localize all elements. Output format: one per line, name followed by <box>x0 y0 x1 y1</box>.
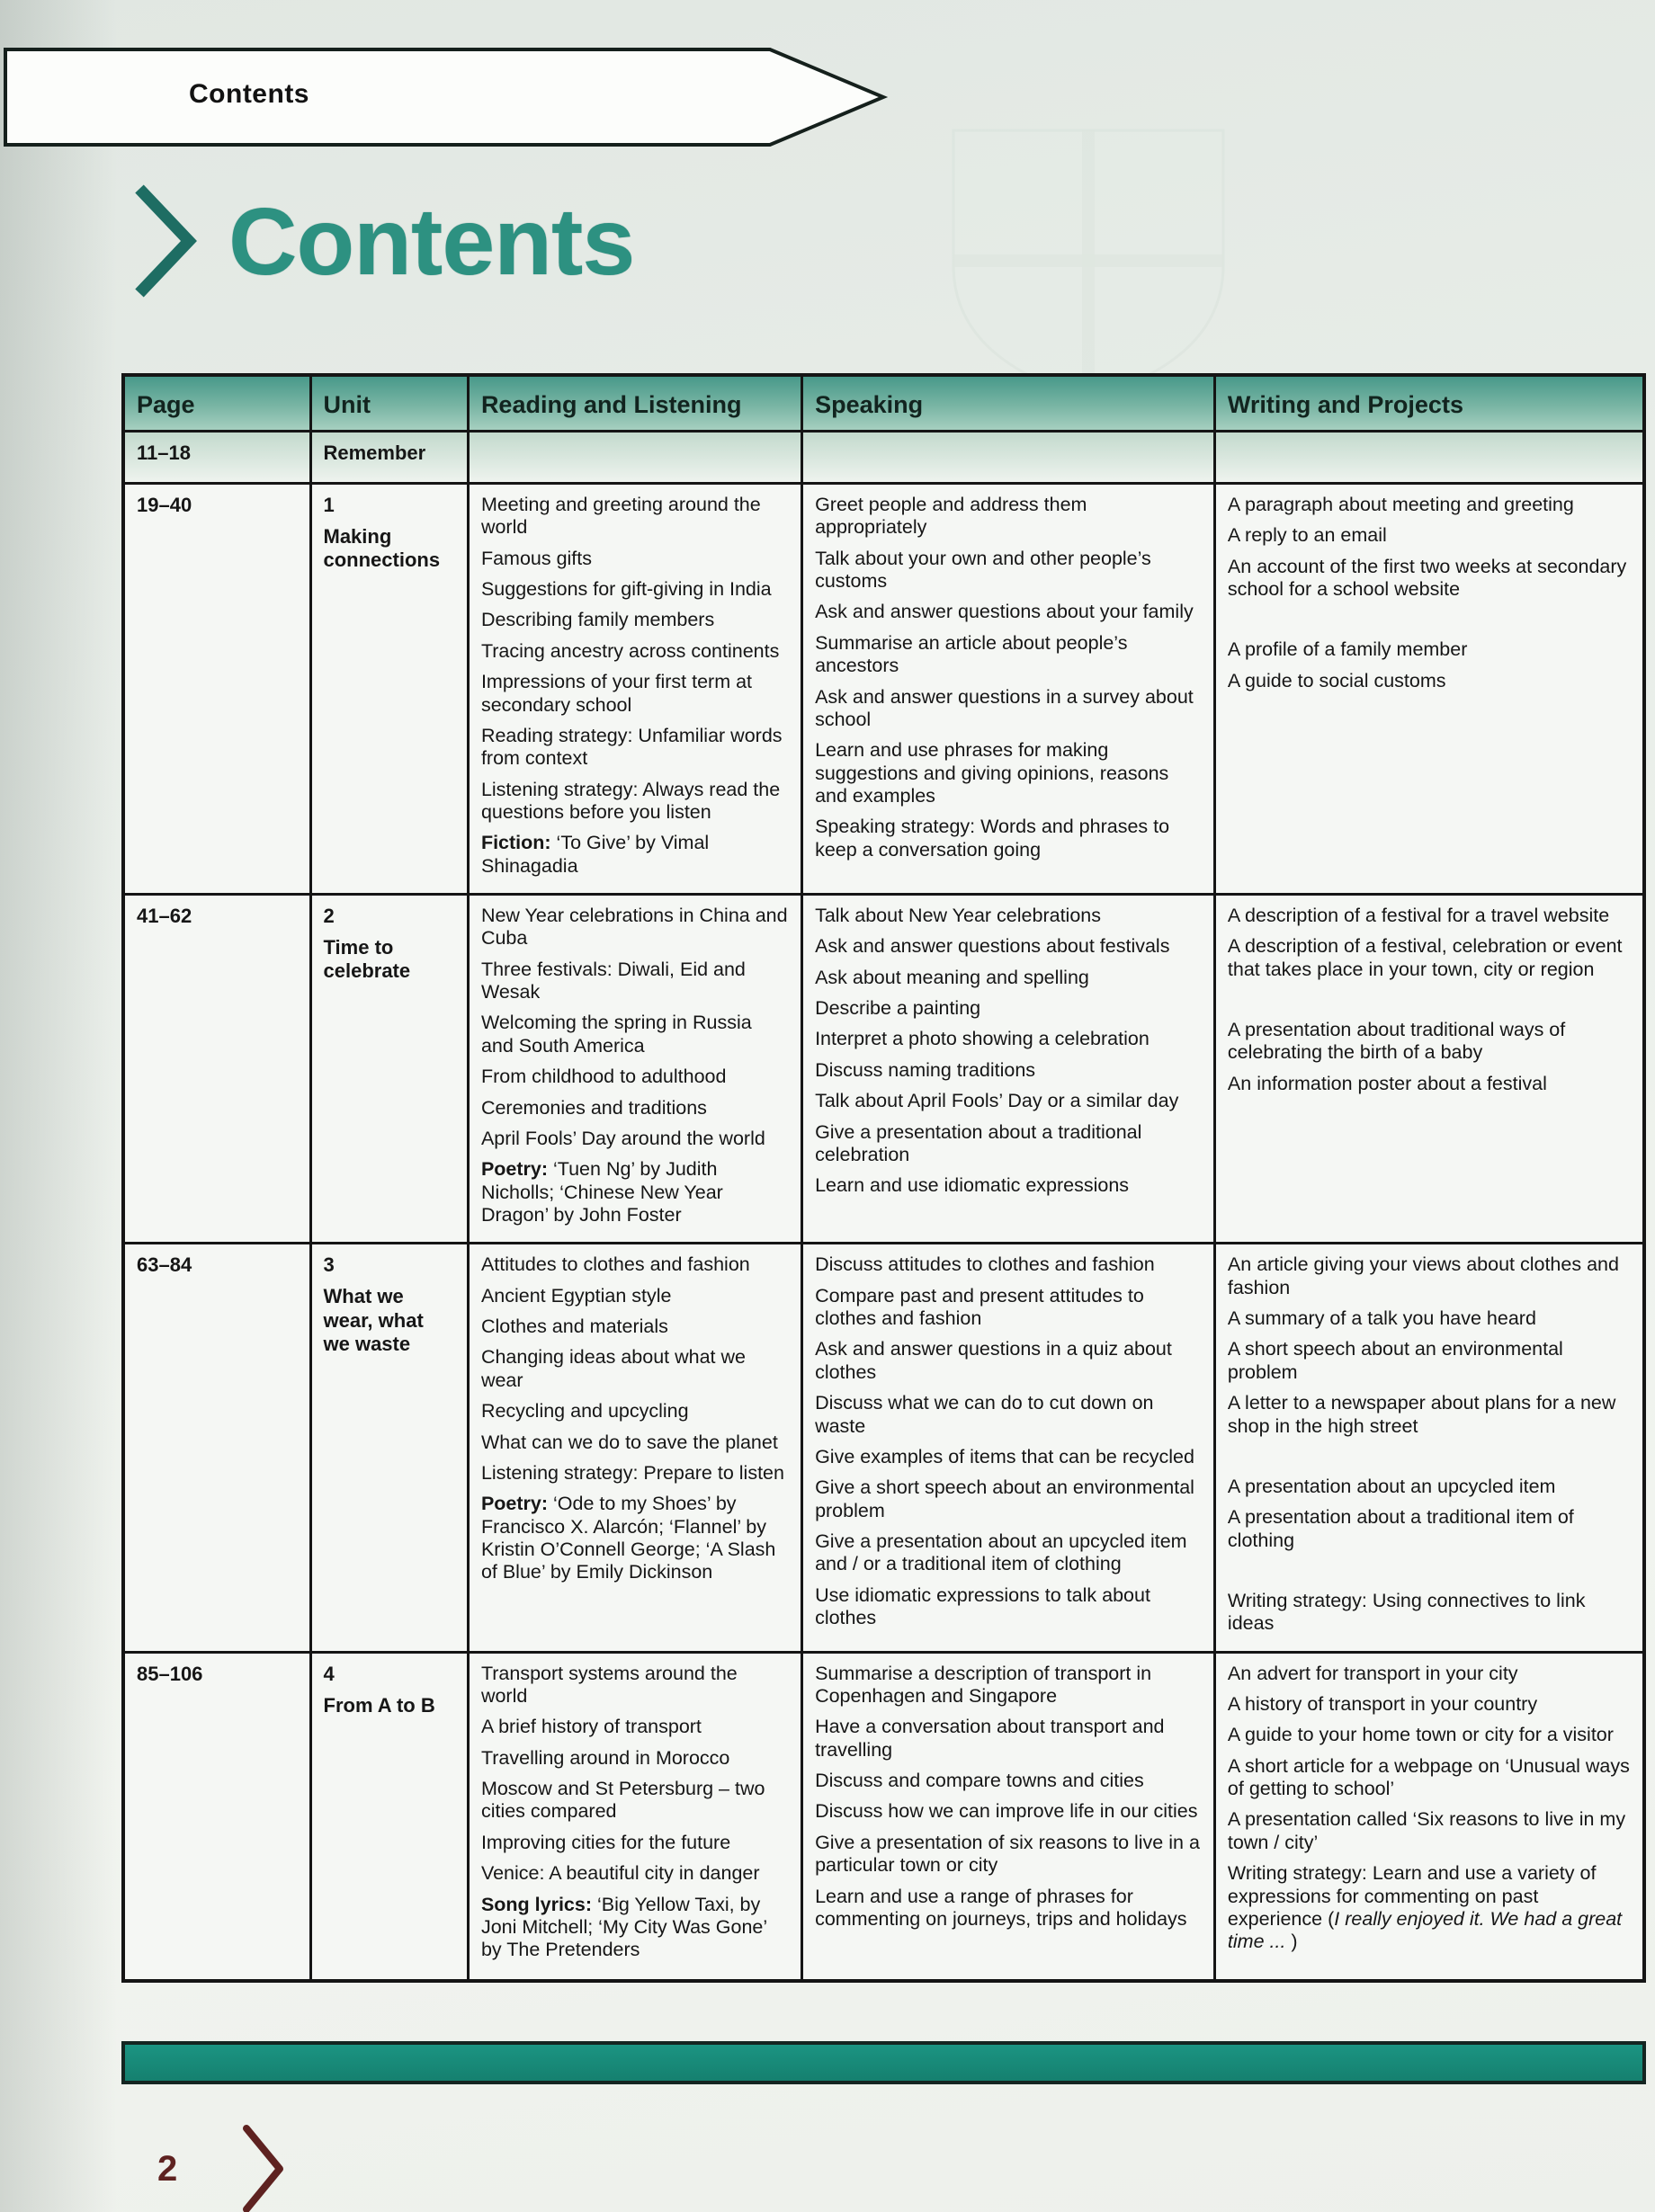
toc-item <box>1228 1476 1631 1498</box>
item-text: A presentation about an upcycled item <box>1227 1475 1556 1497</box>
toc-item: Ask and answer questions in a quiz about clothes <box>815 1338 1172 1383</box>
item-text: Writing strategy: Learn and use a variety of expressions for commenting on past experience ( <box>1227 1862 1597 1930</box>
unit-cell-row0 <box>312 433 470 485</box>
toc-item: Meeting and greeting around the world <box>480 494 761 539</box>
speaking-cell-row0 <box>803 433 1216 485</box>
toc-item: Listening strategy: Prepare to listen <box>480 1461 784 1484</box>
toc-item: Interpret a photo showing a celebration <box>815 1028 1150 1050</box>
unit-cell-row1 <box>312 485 470 896</box>
toc-item: An advert for transport in your city <box>1227 1662 1518 1684</box>
toc-item: Learn and use idiomatic expressions <box>815 1174 1130 1197</box>
toc-item: A short article for a webpage on ‘Unusual ways of getting to school’ <box>1227 1754 1630 1800</box>
toc-item: Travelling around in Morocco <box>480 1746 730 1769</box>
toc-item <box>1228 1862 1631 1953</box>
toc-item: Speaking strategy: Words and phrases to keep a conversation going <box>815 816 1170 861</box>
unit-cell-row2 <box>312 896 470 1244</box>
page-footer <box>157 2124 287 2212</box>
item-bold-lead: Fiction: <box>480 832 551 854</box>
crest-watermark <box>895 117 1282 414</box>
toc-item: Tracing ancestry across continents <box>480 639 780 662</box>
toc-item: Discuss what we can do to cut down on waste <box>815 1392 1154 1437</box>
unit-number: 3 <box>323 1253 335 1277</box>
toc-item: Ask and answer questions in a survey about school <box>815 685 1194 730</box>
pages-range: 11–18 <box>137 442 191 464</box>
toc-item <box>1228 638 1631 661</box>
toc-item: Have a conversation about transport and travelling <box>815 1716 1165 1761</box>
banner-title: Contents <box>189 79 309 109</box>
toc-item: Learn and use phrases for making suggestions and giving opinions, reasons and examples <box>815 739 1169 807</box>
pages-cell-row1 <box>125 485 312 896</box>
unit-cell-row3 <box>312 1244 470 1653</box>
toc-item: Give a presentation of six reasons to live in a particular town or city <box>815 1831 1200 1877</box>
toc-item: A short speech about an environmental problem <box>1227 1338 1563 1383</box>
item-bold-lead: Song lyrics: <box>480 1893 592 1915</box>
header-cell-0 <box>125 377 312 433</box>
toc-item: A summary of a talk you have heard <box>1227 1307 1536 1330</box>
toc-item: Compare past and present attitudes to clothes and fashion <box>815 1284 1144 1330</box>
toc-item: From childhood to adulthood <box>480 1066 727 1088</box>
title-chevron-icon <box>135 184 198 299</box>
item-text: ‘Big Yellow Taxi, by Joni Mitchell; ‘My City Was Gone’ by The Pretenders <box>480 1893 767 1961</box>
toc-item: Give a presentation about a traditional celebration <box>815 1120 1142 1165</box>
toc-item: Improving cities for the future <box>480 1831 731 1853</box>
toc-item: Ask about meaning and spelling <box>815 966 1089 988</box>
toc-item <box>1228 1019 1631 1065</box>
toc-item: A presentation about a traditional item of clothing <box>1227 1506 1574 1551</box>
toc-item: Summarise a description of transport in Copenhagen and Singapore <box>815 1662 1152 1708</box>
toc-item: A history of transport in your country <box>1227 1693 1538 1716</box>
header-label: Reading and Listening <box>480 391 742 418</box>
toc-item: Ask and answer questions about your family <box>815 601 1194 623</box>
writing-cell-row3 <box>1216 1244 1642 1653</box>
toc-item: A paragraph about meeting and greeting <box>1227 494 1574 515</box>
toc-item <box>481 832 789 878</box>
toc-item: New Year celebrations in China and Cuba <box>480 905 788 950</box>
toc-item: A guide to your home town or city for a visitor <box>1227 1724 1614 1746</box>
reading-cell-row4 <box>470 1654 803 1979</box>
toc-item: Greet people and address them appropriately <box>815 494 1087 539</box>
toc-item: Discuss how we can improve life in our cities <box>815 1800 1198 1823</box>
header-cell-3 <box>803 377 1216 433</box>
toc-item: Talk about April Fools’ Day or a similar day <box>815 1090 1179 1112</box>
toc-item: A guide to social customs <box>1227 669 1446 691</box>
toc-item: Discuss attitudes to clothes and fashion <box>815 1253 1155 1276</box>
item-italic-text: I really enjoyed it. We had a great time ... <box>1227 1907 1623 1953</box>
toc-item: An article giving your views about clothes and fashion <box>1227 1253 1619 1298</box>
pages-cell-row4 <box>125 1654 312 1979</box>
unit-name: What we wear, what we waste <box>323 1285 424 1356</box>
toc-item: A description of a festival, celebration or event that takes place in your town, city or region <box>1227 935 1623 980</box>
contents-table <box>121 373 1646 1983</box>
pages-cell-row0 <box>125 433 312 485</box>
toc-item: Give a short speech about an environmental problem <box>815 1476 1194 1521</box>
toc-item: Use idiomatic expressions to talk about clothes <box>815 1583 1150 1629</box>
speaking-cell-row3 <box>803 1244 1216 1653</box>
toc-item: Ceremonies and traditions <box>480 1096 707 1119</box>
header-label: Unit <box>323 391 371 418</box>
item-text: A presentation about traditional ways of celebrating the birth of a baby <box>1227 1019 1566 1064</box>
unit-name: From A to B <box>323 1693 435 1717</box>
writing-cell-row2 <box>1216 896 1642 1244</box>
writing-cell-row0 <box>1216 433 1642 485</box>
toc-item: Transport systems around the world <box>480 1662 738 1708</box>
item-bold-lead: Poetry: <box>480 1493 549 1515</box>
item-text: ) <box>1291 1931 1298 1953</box>
header-label: Page <box>137 391 195 418</box>
toc-item: Three festivals: Diwali, Eid and Wesak <box>480 958 746 1003</box>
item-text: ‘To Give’ by Vimal Shinagadia <box>480 832 710 877</box>
toc-item: Learn and use a range of phrases for commenting on journeys, trips and holidays <box>815 1885 1187 1930</box>
item-text: A profile of a family member <box>1227 638 1468 661</box>
unit-number: 2 <box>323 905 335 928</box>
toc-item: Suggestions for gift-giving in India <box>480 578 772 601</box>
toc-item: Reading strategy: Unfamiliar words from context <box>480 724 783 770</box>
unit-name: Time to celebrate <box>323 936 411 983</box>
item-text: ‘Ode to my Shoes’ by Francisco X. Alarcón; ‘Flannel’ by Kristin O’Connell George; ‘A Slash of Blue’ by Emily Dickinson <box>480 1493 776 1583</box>
toc-item: Talk about New Year celebrations <box>815 905 1101 927</box>
page-title-row <box>135 184 634 299</box>
toc-item <box>481 1493 789 1583</box>
reading-cell-row1 <box>470 485 803 896</box>
toc-item: Changing ideas about what we wear <box>480 1346 746 1391</box>
toc-item: Summarise an article about people’s ancestors <box>815 631 1128 677</box>
toc-item: Venice: A beautiful city in danger <box>480 1862 760 1885</box>
reading-cell-row3 <box>470 1244 803 1653</box>
item-text: Writing strategy: Using connectives to link ideas <box>1227 1589 1586 1635</box>
toc-item <box>1228 1590 1631 1636</box>
speaking-cell-row2 <box>803 896 1216 1244</box>
reading-cell-row2 <box>470 896 803 1244</box>
toc-item: What can we do to save the planet <box>480 1431 778 1453</box>
toc-item: Recycling and upcycling <box>480 1400 689 1423</box>
toc-item: Ancient Egyptian style <box>480 1284 672 1307</box>
bottom-accent-bar <box>121 2041 1646 2084</box>
toc-item: Give a presentation about an upcycled item and / or a traditional item of clothing <box>815 1530 1187 1575</box>
speaking-cell-row4 <box>803 1654 1216 1979</box>
toc-item: Impressions of your first term at secondary school <box>480 671 753 716</box>
toc-item: Discuss naming traditions <box>815 1058 1036 1081</box>
toc-item: Talk about your own and other people’s customs <box>815 547 1151 593</box>
pages-cell-row3 <box>125 1244 312 1653</box>
speaking-cell-row1 <box>803 485 1216 896</box>
pages-range: 63–84 <box>137 1253 192 1277</box>
writing-cell-row4 <box>1216 1654 1642 1979</box>
page-header-banner <box>4 47 890 147</box>
page-title: Contents <box>228 189 635 295</box>
unit-name: Remember <box>323 442 426 464</box>
toc-item: Give examples of items that can be recycled <box>815 1445 1194 1467</box>
header-cell-4 <box>1216 377 1642 433</box>
toc-item: A presentation called ‘Six reasons to live in my town / city’ <box>1227 1808 1626 1853</box>
unit-number: 1 <box>323 494 335 516</box>
toc-item: Discuss and compare towns and cities <box>815 1770 1144 1792</box>
toc-item: Famous gifts <box>480 547 593 569</box>
toc-item: Listening strategy: Always read the questions before you listen <box>480 778 781 823</box>
toc-item: An information poster about a festival <box>1227 1072 1547 1094</box>
unit-number: 4 <box>323 1662 335 1685</box>
toc-item: A letter to a newspaper about plans for a new shop in the high street <box>1227 1392 1616 1437</box>
pages-range: 41–62 <box>137 905 192 928</box>
banner-arrow-shape <box>4 47 890 147</box>
toc-item: April Fools’ Day around the world <box>480 1127 765 1149</box>
pages-range: 19–40 <box>137 494 192 516</box>
writing-cell-row1 <box>1216 485 1642 896</box>
toc-item: Attitudes to clothes and fashion <box>480 1253 750 1276</box>
toc-item <box>481 1158 789 1226</box>
footer-chevron-icon <box>242 2124 287 2212</box>
toc-item: Describe a painting <box>815 997 981 1020</box>
toc-item: Clothes and materials <box>480 1316 668 1338</box>
toc-item: Moscow and St Petersburg – two cities compared <box>480 1778 765 1823</box>
pages-range: 85–106 <box>137 1662 203 1685</box>
item-bold-lead: Poetry: <box>480 1158 549 1181</box>
header-cell-2 <box>470 377 803 433</box>
toc-item: Ask and answer questions about festivals <box>815 935 1170 958</box>
toc-item: A reply to an email <box>1227 524 1387 547</box>
item-text: ‘Tuen Ng’ by Judith Nicholls; ‘Chinese New Year Dragon’ by John Foster <box>480 1158 723 1226</box>
toc-item <box>481 1894 789 1962</box>
unit-cell-row4 <box>312 1654 470 1979</box>
toc-item: Welcoming the spring in Russia and South America <box>480 1012 752 1057</box>
header-cell-1 <box>312 377 470 433</box>
toc-item: An account of the first two weeks at secondary school for a school website <box>1227 555 1627 601</box>
reading-cell-row0 <box>470 433 803 485</box>
toc-item: A description of a festival for a travel website <box>1227 905 1610 927</box>
pages-cell-row2 <box>125 896 312 1244</box>
toc-item: Describing family members <box>480 609 715 631</box>
page-number: 2 <box>157 2148 178 2189</box>
header-label: Writing and Projects <box>1227 391 1463 418</box>
header-label: Speaking <box>815 391 924 418</box>
unit-name: Making connections <box>323 525 441 572</box>
toc-item: A brief history of transport <box>480 1716 702 1738</box>
